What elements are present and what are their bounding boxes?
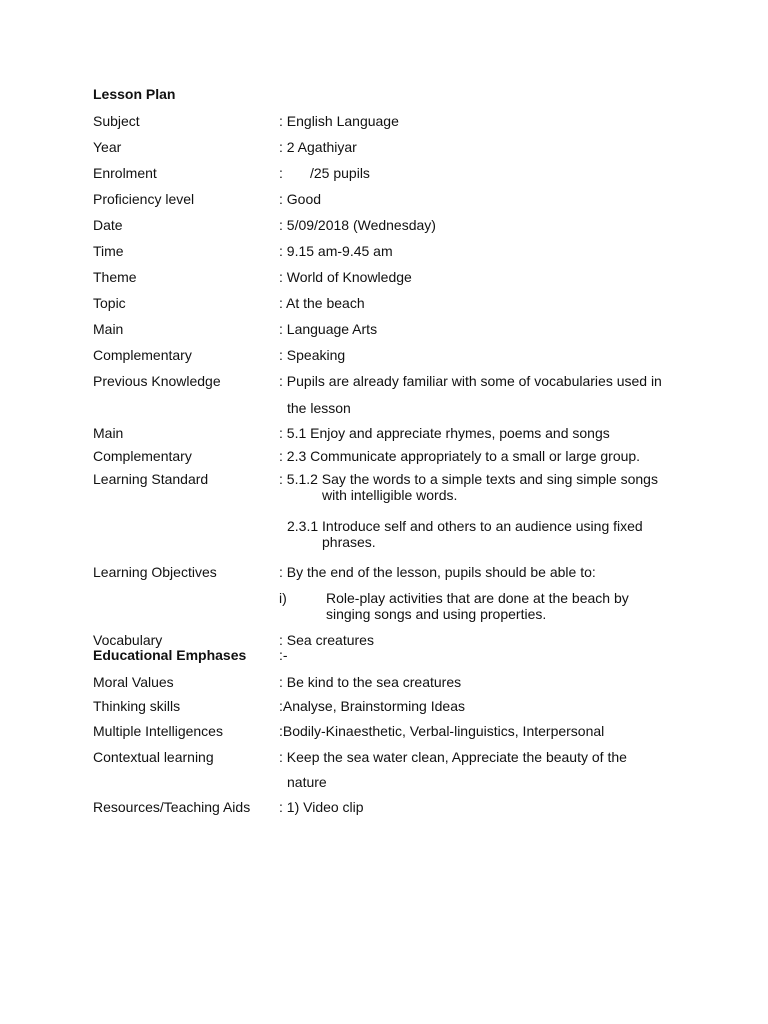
subject-value: : English Language <box>279 113 399 129</box>
thinking-skills-value: :Analyse, Brainstorming Ideas <box>279 698 465 714</box>
multiple-intelligences-label: Multiple Intelligences <box>93 723 223 739</box>
thinking-skills-label: Thinking skills <box>93 698 181 714</box>
enrolment-colon: : <box>279 165 283 181</box>
enrolment-label: Enrolment <box>93 165 157 181</box>
year-label: Year <box>93 139 122 155</box>
contextual-learning-line2: nature <box>287 774 327 790</box>
learning-objectives-item-marker: i) <box>279 590 287 606</box>
moral-values-label: Moral Values <box>93 674 174 690</box>
learning-standard-item1-line2: with intelligible words. <box>322 487 458 503</box>
learning-standard-item2-line2: phrases. <box>322 534 376 550</box>
educational-emphases-label: Educational Emphases <box>93 647 247 663</box>
main-standard-value: : 5.1 Enjoy and appreciate rhymes, poems and songs <box>279 425 610 441</box>
contextual-learning-line1: : Keep the sea water clean, Appreciate the beauty of the <box>279 749 627 765</box>
enrolment-value: /25 pupils <box>310 165 370 181</box>
date-label: Date <box>93 217 123 233</box>
learning-standard-label: Learning Standard <box>93 471 209 487</box>
proficiency-value: : Good <box>279 191 322 207</box>
date-value: : 5/09/2018 (Wednesday) <box>279 217 436 233</box>
complementary-skill-label: Complementary <box>93 347 192 363</box>
learning-objectives-label: Learning Objectives <box>93 564 217 580</box>
proficiency-label: Proficiency level <box>93 191 195 207</box>
learning-objectives-value: : By the end of the lesson, pupils should be able to: <box>279 564 596 580</box>
learning-objectives-item-line1: Role-play activities that are done at the beach by <box>326 590 629 606</box>
time-label: Time <box>93 243 124 259</box>
main-skill-value: : Language Arts <box>279 321 378 337</box>
educational-emphases-value: :- <box>279 647 288 663</box>
moral-values-value: : Be kind to the sea creatures <box>279 674 462 690</box>
learning-objectives-item-line2: singing songs and using properties. <box>326 606 547 622</box>
resources-label: Resources/Teaching Aids <box>93 799 251 815</box>
complementary-standard-value: : 2.3 Communicate appropriately to a small or large group. <box>279 448 641 464</box>
time-value: : 9.15 am-9.45 am <box>279 243 393 259</box>
contextual-learning-label: Contextual learning <box>93 749 214 765</box>
main-skill-label: Main <box>93 321 124 337</box>
complementary-skill-value: : Speaking <box>279 347 346 363</box>
main-standard-label: Main <box>93 425 124 441</box>
learning-standard-item1-line1: : 5.1.2 Say the words to a simple texts and sing simple songs <box>279 471 658 487</box>
year-value: : 2 Agathiyar <box>279 139 357 155</box>
subject-label: Subject <box>93 113 140 129</box>
vocabulary-label: Vocabulary <box>93 632 163 648</box>
multiple-intelligences-value: :Bodily-Kinaesthetic, Verbal-linguistics, Interpersonal <box>279 723 605 739</box>
complementary-standard-label: Complementary <box>93 448 192 464</box>
topic-label: Topic <box>93 295 126 311</box>
theme-value: : World of Knowledge <box>279 269 412 285</box>
previous-knowledge-line2: the lesson <box>287 400 351 416</box>
document-title: Lesson Plan <box>93 86 176 102</box>
topic-value: : At the beach <box>279 295 365 311</box>
vocabulary-value: : Sea creatures <box>279 632 374 648</box>
learning-standard-item2-line1: 2.3.1 Introduce self and others to an audience using fixed <box>287 518 643 534</box>
theme-label: Theme <box>93 269 137 285</box>
resources-value: : 1) Video clip <box>279 799 364 815</box>
previous-knowledge-line1: : Pupils are already familiar with some of vocabularies used in <box>279 373 662 389</box>
previous-knowledge-label: Previous Knowledge <box>93 373 221 389</box>
